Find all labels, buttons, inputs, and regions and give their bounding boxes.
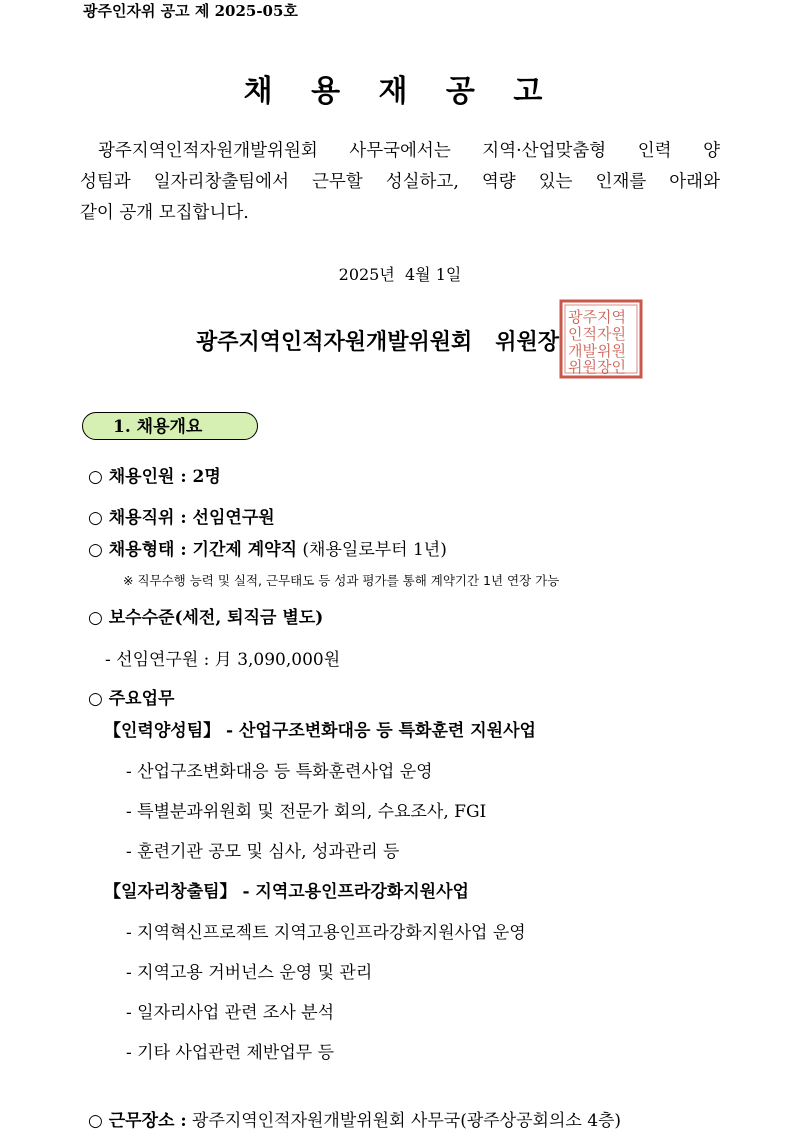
workplace-label: ○ 근무장소 : bbox=[88, 1111, 187, 1131]
team-hr-development-title: 【인력양성팀】 - 산업구조변화대응 등 특화훈련 지원사업 bbox=[104, 721, 536, 741]
team2-duty-4: - 기타 사업관련 제반업무 등 bbox=[126, 1043, 335, 1063]
intro-line-2: 성팀과 일자리창출팀에서 근무할 성실하고, 역량 있는 인재를 아래와 bbox=[80, 172, 720, 192]
page-title: 채 용 재 공 고 bbox=[243, 74, 557, 109]
section-heading-overview: 1. 채용개요 bbox=[82, 412, 258, 440]
seal-text-line-3: 개발위원 bbox=[568, 342, 626, 360]
workplace-item bbox=[88, 1106, 621, 1131]
employment-type-item bbox=[88, 535, 447, 560]
employment-type-label: ○ 채용형태 : 기간제 계약직 bbox=[88, 540, 298, 560]
workplace-value: 광주지역인적자원개발위원회 사무국(광주상공회의소 4층) bbox=[186, 1111, 622, 1131]
intro-line-1: 광주지역인적자원개발위원회 사무국에서는 지역·산업맞춤형 인력 양 bbox=[98, 141, 720, 161]
seal-text-line-4: 위원장인 bbox=[568, 358, 626, 376]
duties-item: ○ 주요업무 bbox=[88, 689, 175, 709]
position-item: ○ 채용직위 : 선임연구원 bbox=[88, 508, 275, 528]
intro-line-3: 같이 공개 모집합니다. bbox=[80, 203, 249, 223]
seal-text-line-2: 인적자원 bbox=[568, 325, 626, 343]
team2-duty-3: - 일자리사업 관련 조사 분석 bbox=[126, 1003, 335, 1023]
organization-name: 광주지역인적자원개발위원회 위원장 bbox=[196, 329, 560, 355]
salary-item: ○ 보수수준(세전, 퇴직금 별도) bbox=[88, 608, 324, 628]
intro-paragraph bbox=[80, 136, 720, 229]
team1-duty-1: - 산업구조변화대응 등 특화훈련사업 운영 bbox=[126, 762, 433, 782]
team2-duty-2: - 지역고용 거버넌스 운영 및 관리 bbox=[126, 963, 373, 983]
team-job-creation-title: 【일자리창출팀】 - 지역고용인프라강화지원사업 bbox=[104, 882, 469, 902]
team1-duty-2: - 특별분과위원회 및 전문가 회의, 수요조사, FGI bbox=[126, 802, 487, 822]
team2-duty-1: - 지역혁신프로젝트 지역고용인프라강화지원사업 운영 bbox=[126, 923, 526, 943]
salary-detail: - 선임연구원 : 月 3,090,000원 bbox=[105, 650, 341, 670]
contract-extension-note: ※ 직무수행 능력 및 실적, 근무태도 등 성과 평가를 통해 계약기간 1년 연장 가능 bbox=[123, 573, 560, 588]
headcount-item: ○ 채용인원 : 2명 bbox=[88, 467, 221, 487]
team1-duty-3: - 훈련기관 공모 및 심사, 성과관리 등 bbox=[126, 842, 400, 862]
employment-type-extra: (채용일로부터 1년) bbox=[297, 540, 447, 560]
official-seal-stamp bbox=[558, 298, 644, 380]
notice-date: 2025년 4월 1일 bbox=[338, 265, 462, 284]
seal-text-line-1: 광주지역 bbox=[568, 308, 626, 326]
notice-number: 광주인자위 공고 제 2025-05호 bbox=[83, 2, 298, 20]
